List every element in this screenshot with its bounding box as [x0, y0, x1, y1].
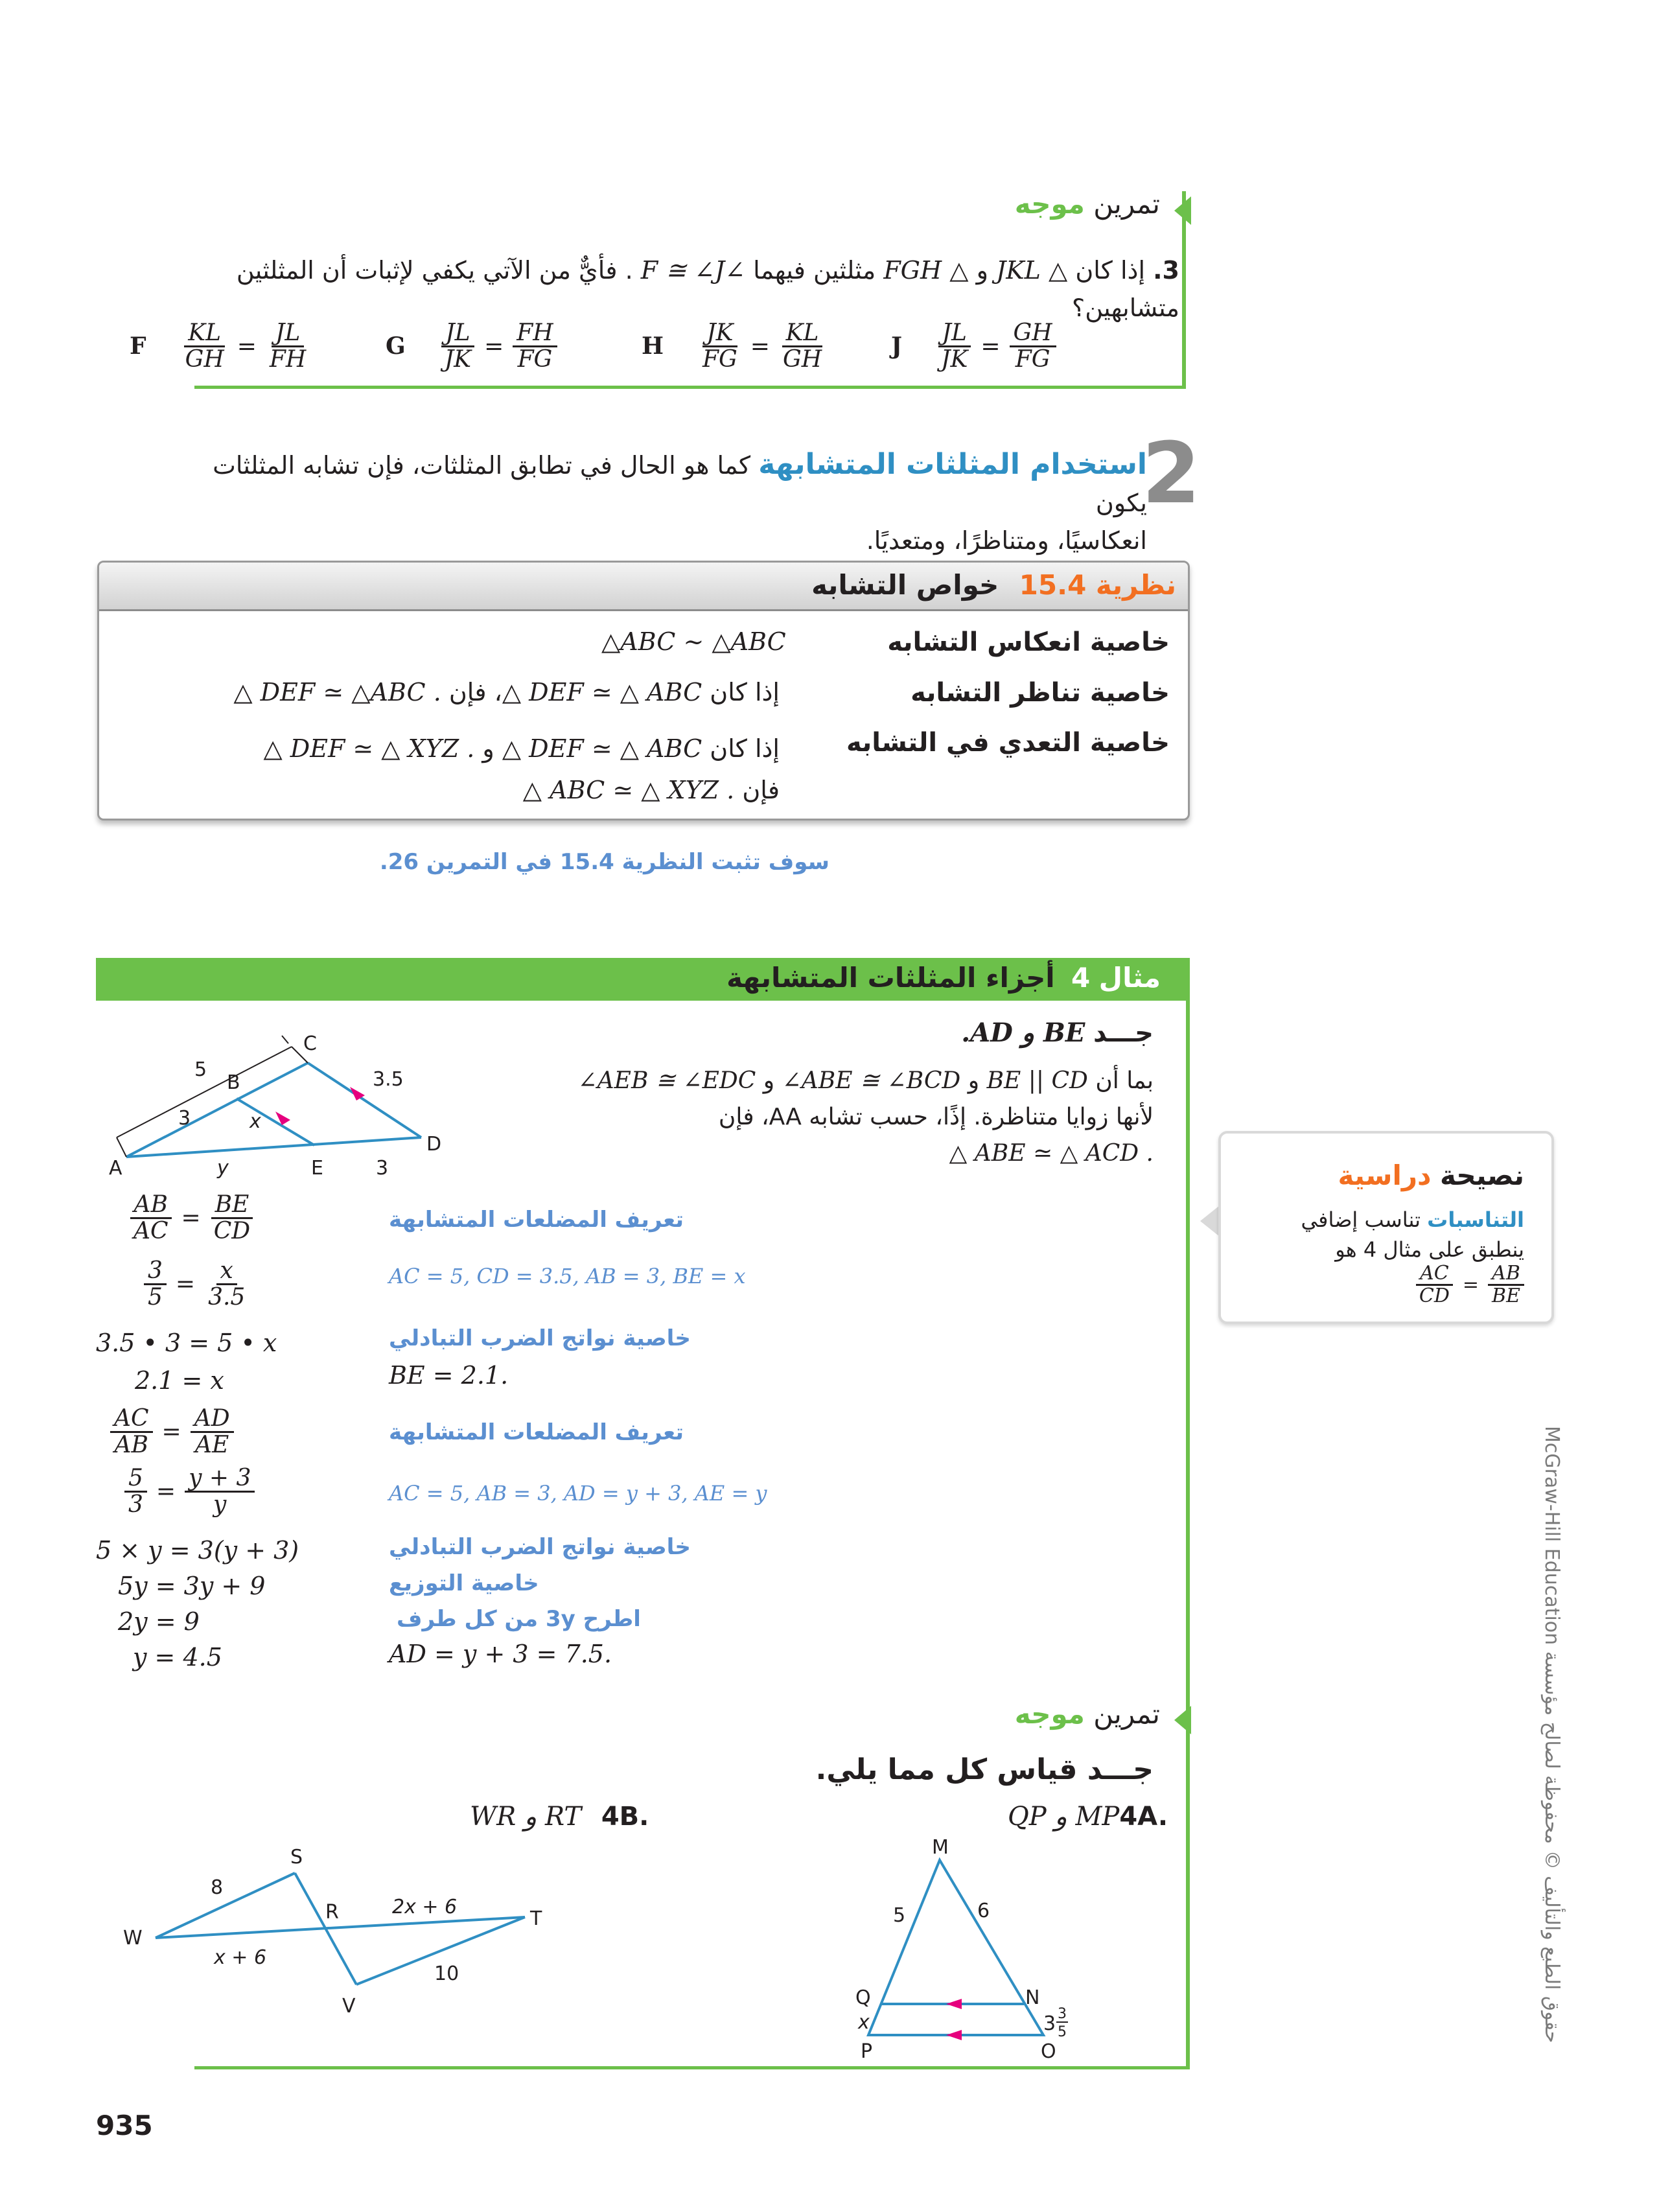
study-tip-pointer [1200, 1205, 1220, 1237]
guided-practice-label [1015, 188, 1160, 220]
vertex-label: Q [855, 1986, 871, 2009]
math: ∠ABE ≅ ∠BCD [782, 1067, 961, 1094]
equation-step: 2.1 = x [135, 1366, 224, 1395]
section-text: انعكاسيًا، ومتناظرًا، ومتعديًا. [866, 526, 1147, 555]
denominator: AE [195, 1431, 229, 1458]
example-label: مثال [1098, 962, 1161, 994]
fraction [1415, 1263, 1454, 1306]
text: فإن [742, 776, 780, 804]
example-find [961, 1018, 1154, 1048]
proportion-1 [97, 1193, 254, 1244]
denominator: JK [941, 345, 968, 373]
math: BE || CD [986, 1067, 1088, 1094]
exercise-math: QP و MP [1008, 1802, 1120, 1832]
numerator: JL [441, 321, 474, 347]
example-title: أجزاء المثلثات المتشابهة [726, 962, 1055, 994]
side-ad [126, 1137, 421, 1157]
segment-ws [156, 1873, 295, 1938]
numerator: JL [938, 321, 971, 347]
text: و [968, 1067, 980, 1094]
measure-label: 10 [434, 1962, 459, 1985]
figure-4b [117, 1834, 570, 2029]
denominator: JK [444, 345, 472, 373]
denominator: FG [702, 345, 737, 373]
measure-numerator: 3 [1058, 2006, 1067, 2022]
fraction [130, 1193, 172, 1244]
equation-step: y = 4.5 [133, 1643, 222, 1671]
text: و [763, 1067, 775, 1094]
property-transitive-text [119, 728, 780, 811]
numerator: FH [513, 321, 557, 347]
measure-label: x [858, 2011, 870, 2034]
property-transitive: خاصية التعدي في التشابه [846, 728, 1170, 758]
option-letter: G [386, 332, 406, 360]
measure-label: 3 [1043, 2012, 1056, 2035]
tip-title-accent: دراسية [1338, 1159, 1432, 1191]
numerator: JL [272, 321, 304, 347]
exercise-label: 4B. [601, 1802, 649, 1832]
fraction [191, 1406, 234, 1458]
measure-label: 5 [194, 1058, 207, 1081]
parallel-arrow [946, 1999, 962, 2009]
vertex-label: D [426, 1133, 442, 1156]
guided-label-accent: موجه [1014, 1698, 1085, 1730]
study-tip-box [1218, 1131, 1554, 1324]
guided-label-word: تمرين [1093, 188, 1160, 220]
guided-practice-bottom-bar [194, 386, 1186, 389]
question-number: 3. [1153, 256, 1179, 285]
measure-label: x [249, 1110, 261, 1133]
option-h[interactable] [642, 321, 826, 372]
dimension-tick [117, 1137, 126, 1157]
side-ac [126, 1063, 308, 1157]
denominator: y [213, 1491, 227, 1518]
question-text: مثلثين فيهما [753, 256, 876, 285]
proportion-2 [97, 1259, 249, 1310]
numerator: 3 [144, 1259, 167, 1285]
option-letter: F [130, 332, 146, 360]
copyright-text: McGraw-Hill Education حقوق الطبع والتأليف © محفوظة لصالح مؤسسة [1540, 1426, 1563, 2043]
reason: اطرح 3y من كل طرف [397, 1606, 641, 1632]
measure-label: 3 [376, 1157, 389, 1180]
fraction [699, 321, 741, 372]
proof-note: سوف تثبت النظرية 15.4 في التمرين 26. [379, 849, 830, 875]
question-text: متشابهين؟ [1072, 294, 1179, 322]
example-header [96, 958, 1190, 1001]
denominator: AB [114, 1431, 148, 1458]
question-math: ∠F ≅ ∠J [640, 256, 746, 285]
denominator: BE [1492, 1284, 1520, 1307]
denominator: AC [133, 1217, 168, 1244]
find-math: BE و AD. [961, 1018, 1085, 1048]
equals-sign: = [181, 1204, 201, 1231]
vertex-label: C [303, 1032, 317, 1055]
fraction [1010, 321, 1056, 372]
fraction [185, 1466, 255, 1517]
theorem-label: نظرية 15.4 [1019, 569, 1176, 601]
section-title: استخدام المثلثات المتشابهة [758, 448, 1147, 481]
numerator: AB [130, 1193, 172, 1219]
math: △ DEF ≃ △ XYZ . [263, 734, 475, 763]
example-number: 4 [1071, 962, 1091, 994]
reason: تعريف المضلعات المتشابهة [389, 1207, 684, 1233]
numerator: BE [211, 1193, 253, 1219]
math: ∠AEB ≅ ∠EDC [577, 1067, 756, 1094]
guided-label-accent: موجه [1014, 188, 1085, 220]
denominator: 3.5 [208, 1283, 246, 1310]
numerator: AC [110, 1406, 153, 1433]
example-given [505, 1063, 1154, 1172]
question-math: △ FGH [883, 256, 969, 285]
equation-step: 5y = 3y + 9 [118, 1572, 266, 1600]
reason: خاصية التوزيع [389, 1570, 539, 1596]
result: AD = y + 3 = 7.5. [389, 1640, 612, 1668]
option-j[interactable] [891, 321, 1056, 372]
example-side-bar [1186, 958, 1190, 2066]
theorem-header [99, 563, 1188, 611]
measure-label: 3.5 [373, 1068, 404, 1091]
equation-step: 5 × y = 3(y + 3) [96, 1536, 299, 1565]
equals-sign: = [980, 332, 1001, 360]
example-title-line [726, 962, 1161, 994]
segment-wt [156, 1917, 525, 1938]
numerator: KL [184, 321, 225, 347]
proportion-4 [97, 1466, 255, 1517]
vertex-label: O [1041, 2040, 1056, 2063]
numerator: AC [1416, 1263, 1453, 1286]
measure-label: 2x + 6 [392, 1896, 458, 1918]
equals-sign: = [161, 1418, 181, 1445]
reason: خاصية نواتج الضرب التبادلي [389, 1325, 691, 1351]
options-row [130, 321, 1069, 386]
guided-practice-tab [1174, 196, 1191, 225]
reason: تعريف المضلعات المتشابهة [389, 1419, 684, 1445]
tip-text: ينطبق على مثال 4 هو [1335, 1237, 1524, 1262]
numerator: y + 3 [185, 1466, 255, 1493]
vertex-label: W [123, 1927, 143, 1950]
tip-title-word: نصيحة [1439, 1159, 1524, 1191]
parallel-arrow [946, 2030, 962, 2040]
numerator: JK [702, 321, 737, 347]
exercise-math: WR و RT [470, 1802, 582, 1832]
denominator: CD [213, 1217, 251, 1244]
text: ، فإن [448, 678, 502, 706]
denominator: FG [1015, 345, 1050, 373]
denominator: FH [269, 345, 307, 373]
measure-label: x + 6 [214, 1946, 267, 1969]
example-triangle-diagram [97, 1005, 486, 1186]
page-number: 935 [96, 2110, 153, 2141]
text: إذا كان [710, 734, 780, 763]
side-cd [308, 1063, 421, 1137]
text: و [482, 734, 494, 763]
fraction [513, 321, 557, 372]
theorem-title: خواص التشابه [811, 569, 999, 601]
vertex-label: A [109, 1157, 122, 1180]
fraction [937, 321, 971, 372]
triangle-mpo [868, 1860, 1043, 2035]
fraction [779, 321, 826, 372]
reason-substitution: AC = 5, CD = 3.5, AB = 3, BE = x [389, 1264, 746, 1288]
property-symmetric: خاصية تناظر التشابه [911, 678, 1170, 708]
text: بما أن [1095, 1067, 1154, 1094]
equals-sign: = [156, 1478, 176, 1505]
measure-label: 5 [893, 1904, 906, 1927]
figure-4a [830, 1834, 1102, 2063]
question-text: و [976, 256, 988, 285]
math: △ DEF ≃ △ ABC [502, 734, 702, 763]
vertex-label: T [530, 1907, 542, 1930]
fraction [124, 1466, 147, 1517]
numerator: x [216, 1259, 237, 1285]
vertex-label: S [290, 1846, 303, 1869]
text: لأنها زوايا متناظرة. إذًا، حسب تشابه AA، فإن [718, 1104, 1154, 1130]
tip-text: تناسب إضافي [1301, 1207, 1421, 1232]
find-label: جـــد [1093, 1018, 1154, 1048]
fraction [110, 1406, 153, 1458]
equals-sign: = [175, 1270, 196, 1298]
option-f[interactable] [130, 321, 310, 372]
fraction [204, 1259, 249, 1310]
fraction [1488, 1263, 1524, 1306]
example-bottom-bar [194, 2066, 1190, 2069]
theorem-title-line [811, 569, 1176, 601]
section-heading [175, 446, 1147, 559]
property-symmetric-text [119, 678, 780, 706]
denominator: 5 [148, 1283, 163, 1310]
property-reflexive: خاصية انعكاس التشابه [887, 627, 1170, 657]
equals-sign: = [750, 332, 770, 360]
vertex-label: V [342, 1995, 356, 2018]
theorem-box [97, 561, 1190, 821]
denominator: GH [185, 345, 224, 373]
equation-step: 2y = 9 [118, 1607, 200, 1636]
option-g[interactable] [386, 321, 557, 372]
measure-denominator: 5 [1058, 2024, 1067, 2040]
guided-label-word: تمرين [1093, 1698, 1160, 1730]
numerator: GH [1010, 321, 1056, 347]
numerator: 5 [124, 1466, 147, 1493]
question-text: . فأيٌّ من الآتي يكفي لإثبات أن المثلثين [236, 256, 633, 285]
equals-sign: = [484, 332, 504, 360]
fraction [441, 321, 475, 372]
vertex-label: N [1025, 1986, 1040, 2009]
reason: خاصية نواتج الضرب التبادلي [389, 1534, 691, 1560]
reason-substitution: AC = 5, AB = 3, AD = y + 3, AE = y [389, 1481, 767, 1506]
fraction [144, 1259, 167, 1310]
equation-step: 3.5 • 3 = 5 • x [96, 1329, 277, 1357]
fraction [181, 321, 228, 372]
numerator: KL [782, 321, 823, 347]
property-reflexive-math: △ABC ~ △ABC [601, 627, 786, 656]
guided-practice-label [1015, 1698, 1160, 1730]
math: △ DEF ≃ △ ABC [502, 678, 702, 706]
proportion-3 [97, 1406, 234, 1458]
text: إذا كان [710, 678, 780, 706]
measure-label: 6 [977, 1900, 990, 1922]
fraction [266, 321, 310, 372]
option-letter: H [642, 332, 664, 360]
denominator: GH [782, 345, 822, 373]
denominator: CD [1419, 1284, 1450, 1307]
study-tip-body [1239, 1205, 1524, 1264]
dimension-tick [282, 1036, 288, 1043]
measure-label: y [217, 1157, 229, 1180]
vertex-label: E [311, 1157, 323, 1180]
segment-be [237, 1099, 314, 1145]
section-text: كما هو الحال في تطابق المثلثات، فإن تشابه المثلثات يكون [213, 451, 1147, 517]
equals-sign: = [1462, 1273, 1479, 1296]
measure-label: 3 [178, 1107, 191, 1130]
exercise-4a [1008, 1802, 1168, 1832]
denominator: 3 [128, 1491, 143, 1518]
exercise-label: 4A. [1119, 1802, 1168, 1832]
option-letter: J [891, 332, 903, 360]
result: BE = 2.1. [389, 1361, 509, 1390]
study-tip-title [1338, 1159, 1524, 1191]
equals-sign: = [237, 332, 257, 360]
question-text: إذا كان [1075, 256, 1146, 285]
numerator: AD [191, 1406, 234, 1433]
math: △ ABE ≃ △ ACD . [949, 1140, 1154, 1167]
tip-proportion [1415, 1263, 1524, 1306]
vertex-label: P [861, 2040, 873, 2063]
exercise-4b [470, 1802, 649, 1832]
tip-label: التناسبات [1427, 1207, 1524, 1232]
measure-label: 8 [211, 1876, 224, 1899]
vertex-label: R [325, 1901, 339, 1924]
question-3 [207, 251, 1179, 327]
vertex-label: B [227, 1071, 240, 1094]
question-math: △ JKL [996, 256, 1068, 285]
denominator: FG [517, 345, 553, 373]
guided-practice-tab [1174, 1706, 1191, 1734]
vertex-label: M [932, 1836, 949, 1859]
math: △ ABC ≃ △ XYZ . [522, 776, 735, 804]
section-number: 2 [1142, 424, 1201, 522]
numerator: AB [1488, 1263, 1524, 1286]
fraction [210, 1193, 254, 1244]
guided-instruction: جـــد قياس كل مما يلي. [815, 1753, 1154, 1786]
math: △ DEF ≃ △ABC . [233, 678, 441, 706]
